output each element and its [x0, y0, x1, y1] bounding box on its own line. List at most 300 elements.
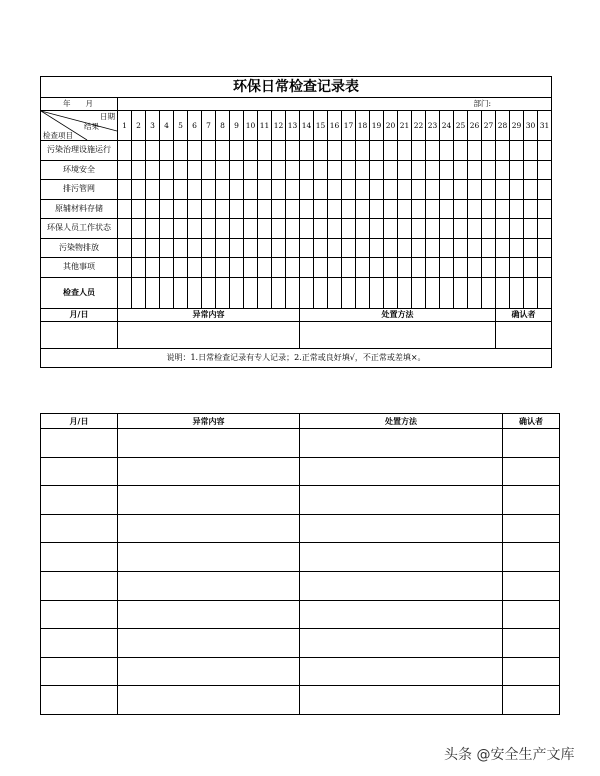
check-cell[interactable] — [398, 160, 412, 180]
anomaly-entry-cell[interactable] — [118, 686, 300, 715]
check-cell[interactable] — [314, 141, 328, 161]
check-cell[interactable] — [286, 219, 300, 239]
check-cell[interactable] — [482, 258, 496, 278]
inspector-cell[interactable] — [440, 277, 454, 308]
check-cell[interactable] — [146, 199, 160, 219]
check-cell[interactable] — [426, 199, 440, 219]
anomaly-entry-cell[interactable] — [503, 686, 560, 715]
check-cell[interactable] — [496, 180, 510, 200]
check-cell[interactable] — [314, 199, 328, 219]
check-cell[interactable] — [468, 141, 482, 161]
check-cell[interactable] — [272, 180, 286, 200]
check-cell[interactable] — [160, 258, 174, 278]
inspector-cell[interactable] — [286, 277, 300, 308]
check-cell[interactable] — [412, 141, 426, 161]
inspector-cell[interactable] — [202, 277, 216, 308]
anomaly-entry-cell[interactable] — [118, 457, 300, 486]
inspector-cell[interactable] — [384, 277, 398, 308]
check-cell[interactable] — [314, 238, 328, 258]
check-cell[interactable] — [146, 180, 160, 200]
check-cell[interactable] — [496, 160, 510, 180]
check-cell[interactable] — [272, 199, 286, 219]
check-cell[interactable] — [286, 258, 300, 278]
inspector-cell[interactable] — [132, 277, 146, 308]
check-cell[interactable] — [174, 141, 188, 161]
check-cell[interactable] — [468, 180, 482, 200]
check-cell[interactable] — [118, 258, 132, 278]
anomaly-entry-cell[interactable] — [503, 429, 560, 458]
anomaly-entry-cell[interactable] — [118, 486, 300, 515]
table-row — [41, 686, 560, 715]
check-cell[interactable] — [258, 180, 272, 200]
anomaly-entry-cell[interactable] — [503, 657, 560, 686]
check-cell[interactable] — [258, 238, 272, 258]
check-cell[interactable] — [510, 238, 524, 258]
check-cell[interactable] — [538, 238, 552, 258]
check-cell[interactable] — [356, 219, 370, 239]
anomaly-entry-cell[interactable] — [118, 543, 300, 572]
check-cell[interactable] — [496, 219, 510, 239]
item-row — [41, 238, 552, 258]
anomaly-entry-cell[interactable] — [118, 600, 300, 629]
day-header: 15 — [314, 111, 328, 141]
check-cell[interactable] — [482, 238, 496, 258]
check-cell[interactable] — [272, 258, 286, 278]
check-cell[interactable] — [272, 238, 286, 258]
check-cell[interactable] — [412, 258, 426, 278]
check-cell[interactable] — [440, 238, 454, 258]
check-cell[interactable] — [468, 199, 482, 219]
check-cell[interactable] — [342, 180, 356, 200]
check-cell[interactable] — [132, 160, 146, 180]
anomaly-entry-cell[interactable] — [300, 543, 503, 572]
check-cell[interactable] — [454, 258, 468, 278]
anomaly-entry-cell[interactable] — [503, 600, 560, 629]
inspector-cell[interactable] — [412, 277, 426, 308]
inspector-cell[interactable] — [272, 277, 286, 308]
check-cell[interactable] — [482, 180, 496, 200]
inspector-cell[interactable] — [216, 277, 230, 308]
anomaly-entry-cell[interactable] — [41, 429, 118, 458]
anomaly-entry-cell[interactable] — [41, 486, 118, 515]
check-cell[interactable] — [272, 160, 286, 180]
inspector-cell[interactable] — [524, 277, 538, 308]
check-cell[interactable] — [314, 219, 328, 239]
check-cell[interactable] — [132, 180, 146, 200]
sheet-title: 环保日常检查记录表 — [41, 77, 552, 98]
day-header: 6 — [188, 111, 202, 141]
check-cell[interactable] — [426, 258, 440, 278]
check-cell[interactable] — [370, 258, 384, 278]
check-cell[interactable] — [188, 199, 202, 219]
inspector-cell[interactable] — [454, 277, 468, 308]
check-cell[interactable] — [132, 141, 146, 161]
check-cell[interactable] — [496, 141, 510, 161]
check-cell[interactable] — [328, 219, 342, 239]
check-cell[interactable] — [118, 238, 132, 258]
inspector-cell[interactable] — [538, 277, 552, 308]
check-cell[interactable] — [538, 141, 552, 161]
inspector-cell[interactable] — [482, 277, 496, 308]
check-cell[interactable] — [188, 238, 202, 258]
check-cell[interactable] — [510, 141, 524, 161]
inspector-cell[interactable] — [426, 277, 440, 308]
inspector-cell[interactable] — [328, 277, 342, 308]
anomaly-entry-cell[interactable] — [300, 457, 503, 486]
check-cell[interactable] — [300, 160, 314, 180]
check-cell[interactable] — [244, 160, 258, 180]
check-cell[interactable] — [216, 180, 230, 200]
check-cell[interactable] — [188, 160, 202, 180]
check-cell[interactable] — [524, 238, 538, 258]
check-cell[interactable] — [342, 258, 356, 278]
check-cell[interactable] — [244, 141, 258, 161]
check-cell[interactable] — [538, 219, 552, 239]
check-cell[interactable] — [188, 180, 202, 200]
check-cell[interactable] — [160, 219, 174, 239]
check-cell[interactable] — [342, 141, 356, 161]
check-cell[interactable] — [412, 160, 426, 180]
inspector-cell[interactable] — [118, 277, 132, 308]
check-cell[interactable] — [300, 258, 314, 278]
check-cell[interactable] — [216, 160, 230, 180]
check-cell[interactable] — [524, 199, 538, 219]
check-cell[interactable] — [286, 141, 300, 161]
check-cell[interactable] — [426, 141, 440, 161]
check-cell[interactable] — [538, 258, 552, 278]
check-cell[interactable] — [370, 160, 384, 180]
anomaly-entry-cell[interactable] — [300, 657, 503, 686]
anomaly-entry-cell[interactable] — [503, 571, 560, 600]
inspector-cell[interactable] — [356, 277, 370, 308]
check-cell[interactable] — [384, 160, 398, 180]
check-cell[interactable] — [258, 199, 272, 219]
inspector-cell[interactable] — [188, 277, 202, 308]
anomaly-entry-cell[interactable] — [503, 486, 560, 515]
check-cell[interactable] — [398, 258, 412, 278]
anomaly-entry-cell[interactable] — [41, 457, 118, 486]
check-cell[interactable] — [202, 160, 216, 180]
check-cell[interactable] — [160, 199, 174, 219]
inspector-cell[interactable] — [370, 277, 384, 308]
check-cell[interactable] — [216, 238, 230, 258]
check-cell[interactable] — [202, 199, 216, 219]
check-cell[interactable] — [356, 141, 370, 161]
inspector-cell[interactable] — [244, 277, 258, 308]
check-cell[interactable] — [454, 141, 468, 161]
check-cell[interactable] — [384, 141, 398, 161]
anomaly-entry-cell[interactable] — [118, 321, 300, 348]
check-cell[interactable] — [440, 219, 454, 239]
check-cell[interactable] — [328, 258, 342, 278]
check-cell[interactable] — [398, 219, 412, 239]
check-cell[interactable] — [300, 141, 314, 161]
check-cell[interactable] — [496, 199, 510, 219]
check-cell[interactable] — [174, 258, 188, 278]
anomaly-entry-cell[interactable] — [41, 600, 118, 629]
inspector-cell[interactable] — [398, 277, 412, 308]
check-cell[interactable] — [342, 160, 356, 180]
check-cell[interactable] — [454, 180, 468, 200]
check-cell[interactable] — [356, 180, 370, 200]
check-cell[interactable] — [328, 160, 342, 180]
anomaly-entry-cell[interactable] — [300, 321, 496, 348]
check-cell[interactable] — [328, 238, 342, 258]
check-cell[interactable] — [118, 141, 132, 161]
check-cell[interactable] — [510, 160, 524, 180]
check-cell[interactable] — [412, 199, 426, 219]
check-cell[interactable] — [482, 199, 496, 219]
check-cell[interactable] — [244, 219, 258, 239]
check-cell[interactable] — [174, 219, 188, 239]
anomaly-entry-cell[interactable] — [300, 571, 503, 600]
check-cell[interactable] — [202, 238, 216, 258]
check-cell[interactable] — [314, 160, 328, 180]
check-cell[interactable] — [230, 160, 244, 180]
check-cell[interactable] — [300, 180, 314, 200]
check-cell[interactable] — [328, 180, 342, 200]
check-cell[interactable] — [160, 141, 174, 161]
check-cell[interactable] — [258, 160, 272, 180]
check-cell[interactable] — [538, 180, 552, 200]
anomaly-entry-cell[interactable] — [300, 486, 503, 515]
check-cell[interactable] — [440, 180, 454, 200]
check-cell[interactable] — [412, 238, 426, 258]
anomaly-entry-cell[interactable] — [118, 657, 300, 686]
anomaly-entry-cell[interactable] — [118, 571, 300, 600]
anomaly-entry-cell[interactable] — [300, 686, 503, 715]
check-cell[interactable] — [146, 258, 160, 278]
check-cell[interactable] — [160, 238, 174, 258]
check-cell[interactable] — [132, 238, 146, 258]
check-cell[interactable] — [524, 258, 538, 278]
check-cell[interactable] — [286, 160, 300, 180]
anomaly-entry-cell[interactable] — [503, 457, 560, 486]
check-cell[interactable] — [132, 199, 146, 219]
anomaly-entry-cell[interactable] — [41, 514, 118, 543]
check-cell[interactable] — [244, 238, 258, 258]
check-cell[interactable] — [258, 219, 272, 239]
check-cell[interactable] — [132, 219, 146, 239]
check-cell[interactable] — [426, 160, 440, 180]
check-cell[interactable] — [398, 141, 412, 161]
check-cell[interactable] — [398, 199, 412, 219]
anomaly-entry-cell[interactable] — [41, 657, 118, 686]
check-cell[interactable] — [454, 160, 468, 180]
check-cell[interactable] — [202, 258, 216, 278]
check-cell[interactable] — [384, 238, 398, 258]
check-cell[interactable] — [370, 141, 384, 161]
check-cell[interactable] — [384, 258, 398, 278]
check-cell[interactable] — [202, 219, 216, 239]
inspector-cell[interactable] — [510, 277, 524, 308]
check-cell[interactable] — [384, 199, 398, 219]
check-cell[interactable] — [230, 180, 244, 200]
check-cell[interactable] — [426, 238, 440, 258]
check-cell[interactable] — [384, 180, 398, 200]
check-cell[interactable] — [286, 180, 300, 200]
check-cell[interactable] — [146, 160, 160, 180]
check-cell[interactable] — [342, 238, 356, 258]
check-cell[interactable] — [426, 219, 440, 239]
check-cell[interactable] — [230, 199, 244, 219]
check-cell[interactable] — [356, 199, 370, 219]
check-cell[interactable] — [118, 160, 132, 180]
check-cell[interactable] — [454, 199, 468, 219]
inspector-cell[interactable] — [468, 277, 482, 308]
check-cell[interactable] — [118, 180, 132, 200]
check-cell[interactable] — [174, 160, 188, 180]
check-cell[interactable] — [188, 258, 202, 278]
anomaly-entry-cell[interactable] — [118, 429, 300, 458]
check-cell[interactable] — [496, 258, 510, 278]
check-cell[interactable] — [440, 160, 454, 180]
check-cell[interactable] — [356, 258, 370, 278]
check-cell[interactable] — [482, 141, 496, 161]
check-cell[interactable] — [398, 238, 412, 258]
check-cell[interactable] — [230, 238, 244, 258]
check-cell[interactable] — [524, 180, 538, 200]
check-cell[interactable] — [188, 219, 202, 239]
check-cell[interactable] — [496, 238, 510, 258]
anomaly-entry-cell[interactable] — [503, 514, 560, 543]
check-cell[interactable] — [524, 141, 538, 161]
anomaly-entry-cell[interactable] — [41, 321, 118, 348]
check-cell[interactable] — [356, 238, 370, 258]
check-cell[interactable] — [286, 199, 300, 219]
check-cell[interactable] — [328, 199, 342, 219]
check-cell[interactable] — [412, 219, 426, 239]
check-cell[interactable] — [160, 160, 174, 180]
check-cell[interactable] — [160, 180, 174, 200]
inspector-cell[interactable] — [496, 277, 510, 308]
check-cell[interactable] — [230, 219, 244, 239]
anomaly-entry-cell[interactable] — [41, 629, 118, 658]
check-cell[interactable] — [286, 238, 300, 258]
check-cell[interactable] — [370, 219, 384, 239]
check-cell[interactable] — [510, 219, 524, 239]
check-cell[interactable] — [538, 160, 552, 180]
check-cell[interactable] — [370, 238, 384, 258]
check-cell[interactable] — [146, 219, 160, 239]
check-cell[interactable] — [454, 219, 468, 239]
check-cell[interactable] — [244, 258, 258, 278]
check-cell[interactable] — [314, 180, 328, 200]
check-cell[interactable] — [230, 258, 244, 278]
check-cell[interactable] — [188, 141, 202, 161]
check-cell[interactable] — [412, 180, 426, 200]
anomaly-entry-cell[interactable] — [41, 571, 118, 600]
day-header: 31 — [538, 111, 552, 141]
check-cell[interactable] — [468, 258, 482, 278]
check-cell[interactable] — [482, 160, 496, 180]
anomaly-entry-cell[interactable] — [41, 686, 118, 715]
table-row — [41, 514, 560, 543]
check-cell[interactable] — [300, 199, 314, 219]
check-cell[interactable] — [468, 238, 482, 258]
check-cell[interactable] — [174, 199, 188, 219]
check-cell[interactable] — [468, 219, 482, 239]
check-cell[interactable] — [216, 199, 230, 219]
check-cell[interactable] — [216, 141, 230, 161]
anomaly-entry-cell[interactable] — [496, 321, 552, 348]
inspector-cell[interactable] — [174, 277, 188, 308]
check-cell[interactable] — [524, 160, 538, 180]
check-cell[interactable] — [538, 199, 552, 219]
inspector-cell[interactable] — [146, 277, 160, 308]
check-cell[interactable] — [300, 238, 314, 258]
check-cell[interactable] — [468, 160, 482, 180]
check-cell[interactable] — [244, 180, 258, 200]
check-cell[interactable] — [398, 180, 412, 200]
check-cell[interactable] — [272, 219, 286, 239]
inspector-cell[interactable] — [258, 277, 272, 308]
check-cell[interactable] — [258, 141, 272, 161]
check-cell[interactable] — [356, 160, 370, 180]
check-cell[interactable] — [510, 258, 524, 278]
check-cell[interactable] — [174, 238, 188, 258]
check-cell[interactable] — [426, 180, 440, 200]
check-cell[interactable] — [258, 258, 272, 278]
check-cell[interactable] — [314, 258, 328, 278]
check-cell[interactable] — [370, 199, 384, 219]
check-cell[interactable] — [440, 199, 454, 219]
check-cell[interactable] — [230, 141, 244, 161]
check-cell[interactable] — [510, 180, 524, 200]
anomaly-entry-cell[interactable] — [300, 600, 503, 629]
check-cell[interactable] — [202, 180, 216, 200]
check-cell[interactable] — [244, 199, 258, 219]
check-cell[interactable] — [146, 141, 160, 161]
inspector-cell[interactable] — [342, 277, 356, 308]
check-cell[interactable] — [342, 199, 356, 219]
check-cell[interactable] — [370, 180, 384, 200]
anomaly-date-label: 月/日 — [41, 308, 118, 321]
check-cell[interactable] — [118, 199, 132, 219]
check-cell[interactable] — [118, 219, 132, 239]
check-cell[interactable] — [328, 141, 342, 161]
check-cell[interactable] — [202, 141, 216, 161]
check-cell[interactable] — [300, 219, 314, 239]
check-cell[interactable] — [272, 141, 286, 161]
inspector-cell[interactable] — [300, 277, 314, 308]
check-cell[interactable] — [510, 199, 524, 219]
check-cell[interactable] — [216, 219, 230, 239]
check-cell[interactable] — [132, 258, 146, 278]
inspector-cell[interactable] — [160, 277, 174, 308]
anomaly-entry-cell[interactable] — [503, 543, 560, 572]
check-cell[interactable] — [146, 238, 160, 258]
anomaly-entry-cell[interactable] — [300, 429, 503, 458]
check-cell[interactable] — [440, 141, 454, 161]
check-cell[interactable] — [174, 180, 188, 200]
check-cell[interactable] — [216, 258, 230, 278]
inspector-cell[interactable] — [314, 277, 328, 308]
anomaly-entry-cell[interactable] — [300, 514, 503, 543]
check-cell[interactable] — [342, 219, 356, 239]
check-cell[interactable] — [440, 258, 454, 278]
anomaly-entry-cell[interactable] — [118, 514, 300, 543]
anomaly-entry-cell[interactable] — [503, 629, 560, 658]
check-cell[interactable] — [384, 219, 398, 239]
check-cell[interactable] — [524, 219, 538, 239]
check-cell[interactable] — [482, 219, 496, 239]
anomaly-entry-cell[interactable] — [300, 629, 503, 658]
anomaly-entry-cell[interactable] — [118, 629, 300, 658]
anomaly-entry-cell[interactable] — [41, 543, 118, 572]
inspector-cell[interactable] — [230, 277, 244, 308]
check-cell[interactable] — [454, 238, 468, 258]
